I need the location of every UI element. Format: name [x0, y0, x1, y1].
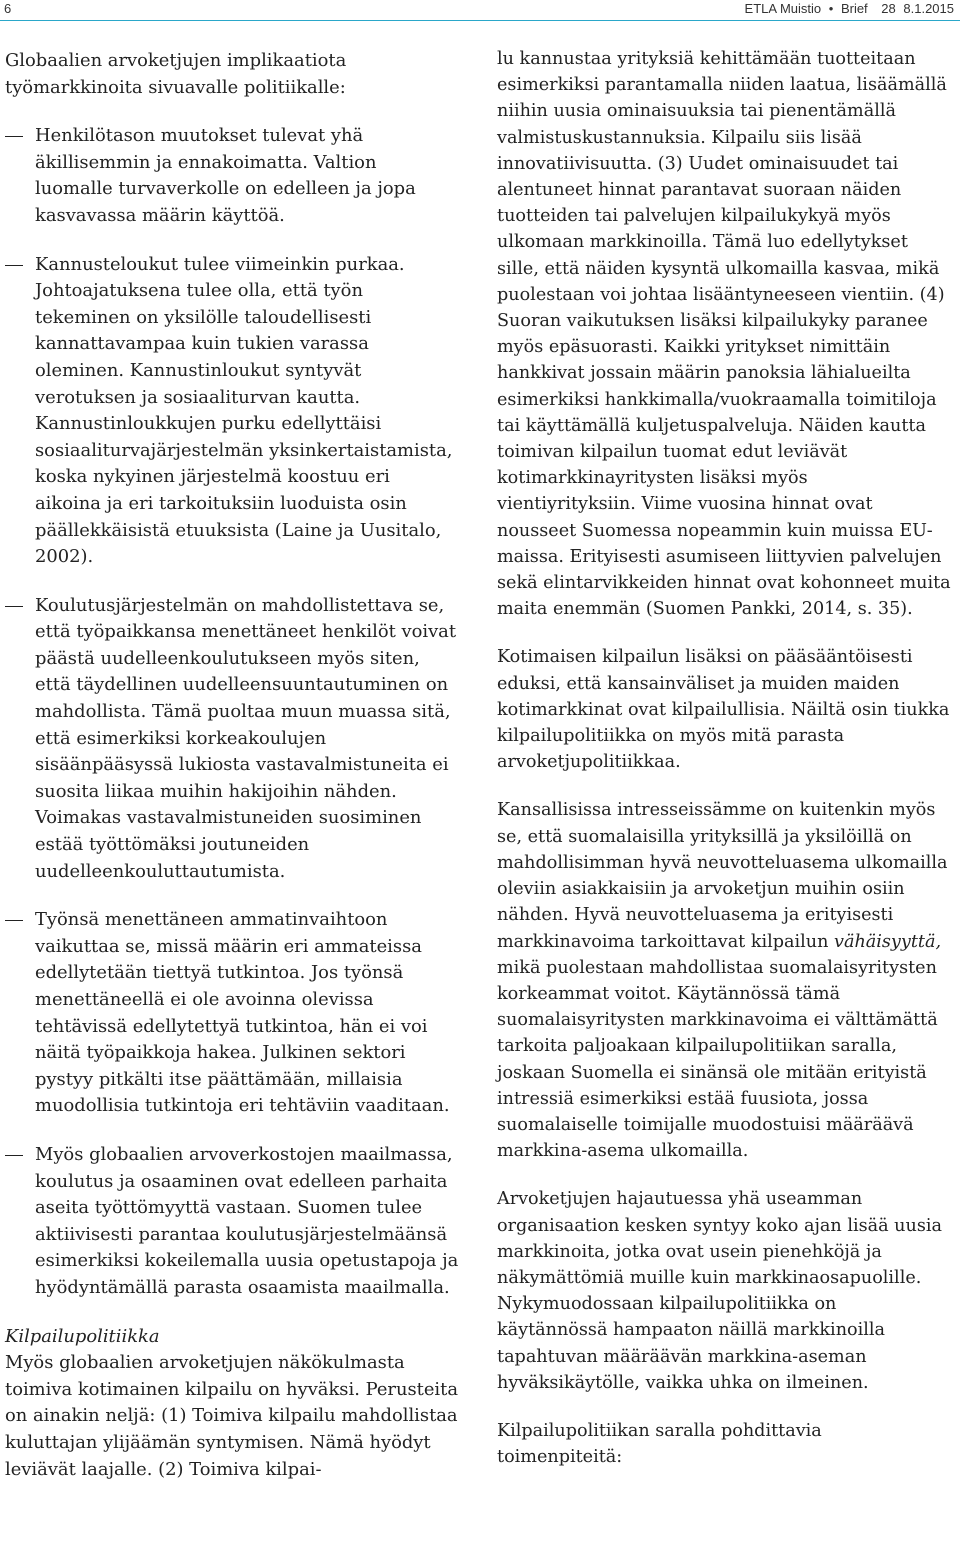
- bullet-text: Henkilötason muutokset tulevat yhä äkillisemmin ja ennakoimatta. Valtion luomalle turvaverkolle on edelleen ja jopa kasvavassa määrin käyttöä.: [35, 125, 416, 226]
- bullet-item: [5, 252, 460, 571]
- emphasized-text: vähäisyyttä,: [834, 931, 942, 952]
- page-number: 6: [4, 1, 12, 16]
- publication-type: Brief: [840, 1, 868, 16]
- paragraph-domestic-competition: Kotimaisen kilpailun lisäksi on pääsääntöisesti eduksi, että kansainväliset ja muiden maiden kotimarkkinat ovat kilpailullisia. Näiltä osin tiukka kilpailupolitiikka on myös mitä parasta arvoketjupolitiikkaa.: [497, 647, 950, 773]
- bullet-text: Koulutusjärjestelmän on mahdollistettava se, että työpaikkansa menettäneet henkilöt voivat päästä uudelleenkoulutukseen myös siten, että täydellinen uudelleensuuntautuminen on mahdollista. Tämä puoltaa muun muassa sitä, että esimerkiksi korkeakoulujen sisäänpääsyssä lukiosta vastavalmistuneita ei suosita liikaa muihin hakijoihin nähden. Voimakas vastavalmistuneiden suosiminen estää työttömäksi joutuneiden uudelleenkouluttautumista.: [35, 594, 457, 882]
- bullet-text: Kannusteloukut tulee viimeinkin purkaa. Johtoajatuksena tulee olla, että työn tekeminen on yksilölle taloudellisesti kannattavampaa kuin tukien varassa oleminen. Kannustinloukut syntyvät verotuksen ja sosiaaliturvan kautta. Kannustinloukkujen purku edellyttäisi sosiaaliturvajärjestelmän yksinkertaistamista, koska nykyinen järjestelmä koostuu eri aikoina ja eri tarkoituksiin luoduista osin päällekkäisistä etuuksista (Laine ja Uusitalo, 2002).: [35, 253, 453, 568]
- right-column: [497, 46, 952, 1470]
- section-paragraph: Myös globaalien arvoketjujen näkökulmasta toimiva kotimainen kilpailu on hyväksi. Perusteita on ainakin neljä: (1) Toimiva kilpailu mahdollistaa kuluttajan ylijäämän syntymisen. Nämä hyödyt leviävät laajalle. (2) Toimiva kilpai-: [5, 1352, 459, 1480]
- page-header: [0, 0, 960, 21]
- section-heading: Kilpailupolitiikka: [5, 1325, 160, 1347]
- issue-number: 28: [881, 1, 896, 16]
- paragraph-text: mikä puolestaan mahdollistaa suomalaisyritysten korkeammat voitot. Käytännössä tämä suomalaisyritysten markkinavoima ei välttämättä tarkoita paljoakaan kilpailupolitiikan saralla, joskaan Suomella ei sinänsä ole mitään erityistä intressiä esimerkiksi estää fuusiota, jossa suomalaiselle toimijalle muodostuisi määräävä markkina-asema ulkomailla.: [497, 957, 938, 1162]
- dash-icon: [5, 920, 23, 921]
- bullet-item: [5, 907, 455, 1120]
- dash-icon: [5, 606, 23, 607]
- paragraph-value-chains: Arvoketjujen hajautuessa yhä useamman organisaation kesken syntyy koko ajan lisää uusia markkinoita, jotka ovat usein pienehköjä ja näkymättömiä muille kuin markkinaosapuolille. Nykymuodossaan kilpailupolitiikka on käytännössä hampaaton näillä markkinoilla tapahtuvan määräävän markkina-aseman hyväksikäytölle, vaikka uhka on ilmeinen.: [497, 1189, 942, 1393]
- bullet-text: Myös globaalien arvoverkostojen maailmassa, koulutus ja osaaminen ovat edelleen parhaita aseita työttömyyttä vastaan. Suomen tulee aktiivisesti parantaa koulutusjärjestelmäänsä esimerkiksi kokeilemalla uusia opetustapoja ja hyödyntämällä parasta osaamista maailmalla.: [35, 1143, 459, 1298]
- bullet-text: Työnsä menettäneen ammatinvaihtoon vaikuttaa se, missä määrin eri ammateissa edellytetään tiettyä tutkintoa. Jos työnsä menettäneellä ei ole avoinna olevissa tehtävissä edellytettyä tutkintoa, hän ei voi näitä työpaikkoja hakea. Julkinen sektori pystyy pitkälti itse päättämään, millaisia muodollisia tutkintoja eri tehtäviin vaaditaan.: [35, 909, 450, 1117]
- bullet-item: [5, 593, 460, 886]
- issue-date: 8.1.2015: [903, 1, 954, 16]
- dash-icon: [5, 265, 23, 266]
- publication-name: ETLA Muistio: [744, 1, 822, 16]
- dash-icon: [5, 1155, 23, 1156]
- separator-dot: •: [828, 1, 834, 16]
- continuation-paragraph: lu kannustaa yrityksiä kehittämään tuotteitaan esimerkiksi parantamalla niiden laatua, lisäämällä niihin uusia ominaisuuksia tai pienentämällä valmistuskustannuksia. Kilpailu siis lisää innovatiivisuutta. (3) Uudet ominaisuudet tai alentuneet hinnat parantavat suoraan näiden tuotteiden tai palvelujen kilpailukykyä myös ulkomaan markkinoilla. Tämä luo edellytykset sille, että näiden kysyntä ulkomailla kasvaa, mikä puolestaan voi johtaa lisääntyneeseen vientiin. (4) Suoran vaikutuksen lisäksi kilpailukyky paranee myös epäsuorasti. Kaikki yritykset nimittäin hankkivat jossain määrin panoksia lähialueilta esimerkiksi hankkimalla/vuokraamalla toimitiloja tai käyttämällä kuljetuspalveluja. Näiden kautta toimivan kilpailun tuomat edut leviävät kotimarkkinayritysten lisäksi myös vientiyrityksiin. Viime vuosina hinnat ovat nousseet Suomessa nopeammin kuin muissa EU-maissa. Erityisesti asumiseen liittyvien palvelujen sekä elintarvikkeiden hinnat ovat kohonneet muita maita enemmän (Suomen Pankki, 2014, s. 35).: [497, 49, 951, 620]
- dash-icon: [5, 136, 23, 137]
- left-column: [5, 48, 460, 1483]
- bullet-item: [5, 123, 455, 229]
- paragraph-national-interest: [497, 797, 952, 1164]
- intro-paragraph: Globaalien arvoketjujen implikaatiota työmarkkinoita sivuavalle politiikalle:: [5, 50, 347, 98]
- bullet-item: [5, 1142, 465, 1302]
- paragraph-text: Kansallisissa intresseissämme on kuitenkin myös se, että suomalaisilla yrityksillä ja yksilöillä on mahdollisimman hyvä neuvotteluasema ulkomailla oleviin asiakkaisiin ja arvoketjun muihin osiin nähden. Hyvä neuvotteluasema ja erityisesti markkinavoima tarkoittavat kilpailun: [497, 800, 948, 952]
- publication-info: [741, 1, 954, 16]
- paragraph-measures: Kilpailupolitiikan saralla pohdittavia toimenpiteitä:: [497, 1420, 822, 1468]
